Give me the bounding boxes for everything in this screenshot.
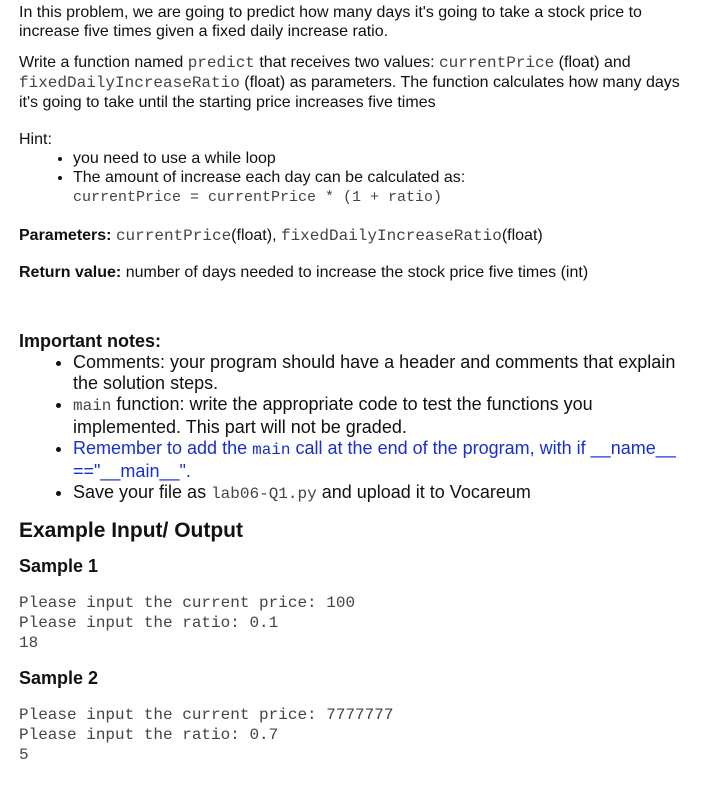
note-text: Comments: your program should have a header and comments that explain the solution steps. xyxy=(73,352,676,393)
description-text: (float) as parameters. The function calculates how many days it's going to take until the starting price increases five times xyxy=(19,74,680,111)
description-text: that receives two values: xyxy=(254,54,439,71)
description-paragraph xyxy=(19,53,695,112)
note-item xyxy=(73,438,695,482)
description-text: (float) and xyxy=(554,54,631,71)
hint-list xyxy=(19,149,695,207)
hint-item-text: you need to use a while loop xyxy=(73,150,276,167)
sample-2-output: Please input the current price: 7777777 Please input the ratio: 0.7 5 xyxy=(19,706,394,764)
important-notes-list xyxy=(19,352,695,505)
note-text: and upload it to Vocareum xyxy=(316,482,531,502)
main-code: main xyxy=(73,397,112,415)
sample-1-output: Please input the current price: 100 Please input the ratio: 0.1 18 xyxy=(19,594,356,652)
hint-label: Hint: xyxy=(19,131,52,148)
note-text: call at the end of the program, with if __name__ =="__main__". xyxy=(73,438,676,481)
param-ratio-code: fixedDailyIncreaseRatio xyxy=(19,74,240,92)
note-text: function: write the appropriate code to test the functions you implemented. This part will not be graded. xyxy=(73,394,593,437)
document-page xyxy=(19,3,695,765)
parameters-line xyxy=(19,226,695,246)
note-item xyxy=(73,352,695,394)
param-ratio-code: fixedDailyIncreaseRatio xyxy=(280,227,502,245)
hint-item-text: The amount of increase each day can be calculated as: xyxy=(73,169,466,186)
function-name-code: predict xyxy=(187,54,255,72)
description-text: Write a function named xyxy=(19,54,188,71)
param-current-price-code: currentPrice xyxy=(439,54,555,72)
param-current-price-code: currentPrice xyxy=(115,227,232,245)
sample-1-title: Sample 1 xyxy=(19,556,99,576)
parameters-label: Parameters: xyxy=(19,227,112,244)
main-code: main xyxy=(252,441,291,459)
note-text: Save your file as xyxy=(73,482,212,502)
important-notes-title: Important notes: xyxy=(19,331,161,351)
hint-item xyxy=(73,168,695,207)
return-value-text: number of days needed to increase the stock price five times (int) xyxy=(121,264,589,281)
hint-item xyxy=(73,149,695,168)
return-value-line xyxy=(19,263,695,282)
note-item xyxy=(73,394,695,438)
param-type: (float), xyxy=(231,227,281,244)
return-value-label: Return value: xyxy=(19,264,122,281)
note-item xyxy=(73,482,695,505)
sample-2-title: Sample 2 xyxy=(19,668,99,688)
filename-code: lab06-Q1.py xyxy=(211,485,317,503)
note-text: Remember to add the xyxy=(73,438,253,458)
param-type: (float) xyxy=(501,227,543,244)
example-title: Example Input/ Output xyxy=(19,519,243,542)
hint-formula-code: currentPrice = currentPrice * (1 + ratio) xyxy=(73,189,443,206)
intro-paragraph: In this problem, we are going to predict how many days it's going to take a stock price to increase five times given a fixed daily increase ratio. xyxy=(19,4,642,40)
